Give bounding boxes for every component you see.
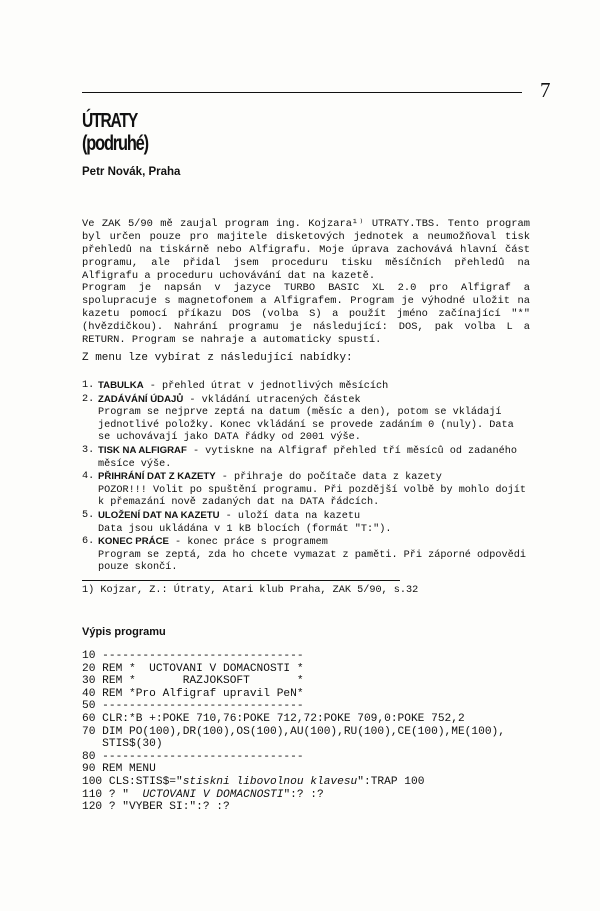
item-number: 5.	[82, 509, 95, 521]
item-description: Program se nejprve zeptá na datum (měsíc a den), potom se vkládají jednotlivé položky. Konec vkládání se provede zadáním 0 (nuly). Data se uchovávají jako DATA řádky od 2001 výše.	[98, 407, 514, 444]
article-title: ÚTRATY	[82, 110, 138, 132]
item-title: ULOŽENÍ DAT NA KAZETU	[98, 509, 220, 521]
footnote-rule	[82, 580, 400, 581]
paragraph-intro: Ve ZAK 5/90 mě zaujal program ing. Kojzara¹⁾ UTRATY.TBS. Tento program byl určen pouze pro majitele disketových jednotek a neumožňoval tisk přehledů na tiskárně nebo Alfigrafu. Moje úprava zachovává hlavní část programu, ale přidal jsem proceduru tisku měsíčních přehledů na Alfigrafu a proceduru uchovávání dat na kazetě.	[82, 218, 530, 282]
code-line: 50 ------------------------------	[82, 700, 304, 713]
item-description: POZOR!!! Volit po spuštění programu. Při pozdější volbě by mohlo dojít k přemazání nově zadaných dat na DATA řádcích.	[98, 484, 526, 509]
menu-heading: Z menu lze vybírat z následující nabídky:	[82, 352, 353, 364]
list-item	[82, 445, 532, 471]
code-line: 60 CLR:*B +:POKE 710,76:POKE 712,72:POKE 709,0:POKE 752,2	[82, 712, 465, 725]
list-item	[82, 380, 532, 394]
paragraph-program: Program je napsán v jazyce TURBO BASIC XL 2.0 pro Alfigraf a spolupracuje s magnetofonem a Alfigrafem. Program je výhodné uložit na kazetu pomocí příkazu DOS (volba S) a použít jméno začínající "*" (hvězdičkou). Nahrání programu je následující: DOS, pak volba L a RETURN. Program se nahraje a automaticky spustí.	[82, 282, 530, 346]
list-item	[82, 536, 532, 575]
list-item	[82, 394, 532, 445]
footnote: 1) Kojzar, Z.: Útraty, Atari klub Praha, ZAK 5/90, s.32	[82, 585, 419, 596]
code-line: STIS$(30)	[82, 738, 163, 751]
page-number: 7	[540, 78, 551, 102]
code-line: 30 REM * RAZJOKSOFT *	[82, 675, 304, 688]
code-line: 70 DIM PO(100),DR(100),OS(100),AU(100),RU(100),CE(100),ME(100),	[82, 725, 505, 738]
item-text: - konec práce s programem	[168, 537, 328, 549]
code-line: 120 ? "VYBER SI:":? :?	[82, 801, 230, 814]
item-number: 6.	[82, 536, 95, 548]
code-line: 110 ? " UCTOVANI V DOMACNOSTI":? :?	[82, 788, 324, 801]
item-title: ZADÁVÁNÍ ÚDAJŮ	[98, 393, 184, 405]
item-title: KONEC PRÁCE	[98, 536, 169, 548]
item-description: Program se zeptá, zda ho chcete vymazat z paměti. Při záporné odpovědi pouze skončí.	[98, 549, 526, 574]
code-listing	[82, 650, 505, 814]
code-line: 80 ------------------------------	[82, 750, 304, 763]
listing-heading: Výpis programu	[82, 626, 166, 638]
code-line: 20 REM * UCTOVANI V DOMACNOSTI *	[82, 662, 304, 675]
article-subtitle: (podruhé)	[82, 132, 148, 155]
item-text: - přehled útrat v jednotlivých měsících	[143, 381, 389, 392]
item-text: - vkládání utracených částek	[183, 394, 361, 406]
code-line: 40 REM *Pro Alfigraf upravil PeN*	[82, 687, 304, 700]
item-text: - uloží data na kazetu	[219, 510, 361, 522]
item-title: PŘIHRÁNÍ DAT Z KAZETY	[98, 471, 216, 483]
item-number: 3.	[82, 444, 95, 456]
item-number: 4.	[82, 471, 95, 483]
menu-list	[82, 380, 532, 575]
header-rule	[82, 92, 522, 93]
item-title: TISK NA ALFIGRAF	[98, 444, 187, 456]
item-number: 2.	[82, 393, 95, 405]
author: Petr Novák, Praha	[82, 166, 181, 178]
list-item	[82, 471, 532, 510]
item-number: 1.	[82, 380, 95, 391]
item-title: TABULKA	[98, 380, 144, 391]
item-description: Data jsou ukládána v 1 kB blocích (formát "T:").	[98, 523, 392, 535]
code-line: 100 CLS:STIS$="stiskni libovolnou klavesu":TRAP 100	[82, 775, 425, 788]
code-line: 10 ------------------------------	[82, 650, 304, 662]
list-item	[82, 510, 532, 536]
item-text: - přihraje do počítače data z kazety	[215, 472, 442, 484]
code-line: 90 REM MENU	[82, 763, 156, 776]
item-text: - vytiskne na Alfigraf přehled tří měsíců od zadaného měsíce výše.	[98, 445, 517, 470]
